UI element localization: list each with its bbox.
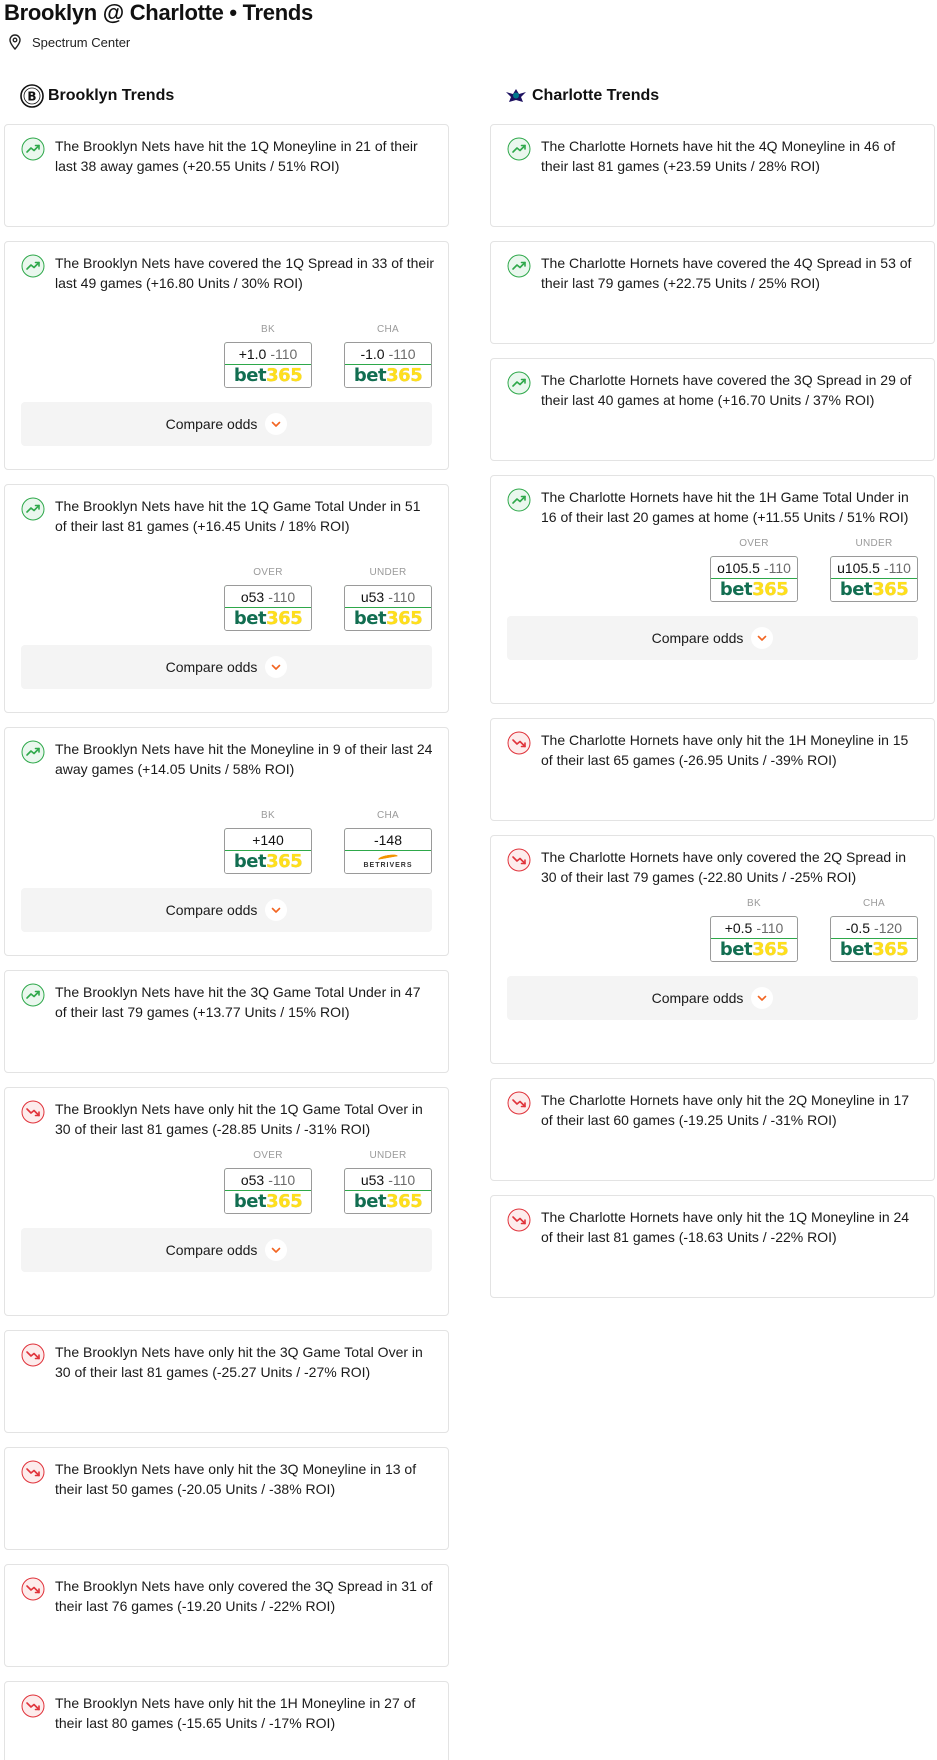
sportsbook-logo bbox=[345, 365, 431, 387]
bet365-logo-part: 365 bbox=[752, 579, 789, 600]
bet365-logo bbox=[234, 609, 302, 629]
odds-button[interactable] bbox=[710, 556, 798, 602]
bet365-logo-part: bet bbox=[353, 608, 387, 629]
trend-text: The Brooklyn Nets have only hit the 1H Moneyline in 27 of their last 80 games (-15.65 Units / -17% ROI) bbox=[55, 1695, 416, 1731]
trend-row bbox=[5, 1331, 448, 1382]
trend-row bbox=[491, 242, 934, 293]
trend-text: The Charlotte Hornets have only hit the 1Q Moneyline in 24 of their last 81 games (-18.63 Units / -22% ROI) bbox=[541, 1209, 910, 1245]
trend-card bbox=[490, 475, 935, 704]
sportsbook-logo bbox=[831, 579, 917, 601]
compare-odds-label: Compare odds bbox=[165, 902, 258, 918]
bet365-logo bbox=[354, 609, 422, 629]
odds-area bbox=[5, 810, 448, 874]
bet365-logo-part: bet bbox=[353, 365, 387, 386]
bet365-logo-part: 365 bbox=[872, 579, 909, 600]
odds-label: UNDER bbox=[855, 538, 893, 549]
trend-up-icon bbox=[21, 137, 45, 161]
odds-line bbox=[224, 828, 312, 851]
bet365-logo-part: bet bbox=[839, 939, 873, 960]
trend-text: The Charlotte Hornets have hit the 4Q Moneyline in 46 of their last 81 games (+23.59 Units / 28% ROI) bbox=[541, 138, 896, 174]
odds-label: BK bbox=[261, 810, 275, 821]
odds-line bbox=[344, 828, 432, 851]
odds-price: -110 bbox=[270, 345, 298, 362]
odds-line-value: -0.5 bbox=[845, 919, 871, 936]
betrivers-logo bbox=[363, 855, 412, 869]
trend-up-icon bbox=[21, 983, 45, 1007]
bet365-logo bbox=[840, 940, 908, 960]
bet365-logo-part: bet bbox=[353, 1191, 387, 1212]
bet365-logo-part: 365 bbox=[266, 608, 303, 629]
odds-line bbox=[344, 585, 432, 608]
trend-row bbox=[491, 719, 934, 770]
trend-text: The Charlotte Hornets have only hit the 1H Moneyline in 15 of their last 65 games (-26.95 Units / -39% ROI) bbox=[541, 732, 909, 768]
compare-odds-button[interactable] bbox=[21, 1228, 432, 1272]
compare-odds-button[interactable] bbox=[507, 976, 918, 1020]
trend-card bbox=[4, 970, 449, 1073]
sportsbook-logo bbox=[345, 608, 431, 630]
venue bbox=[8, 34, 130, 50]
venue-name: Spectrum Center bbox=[32, 34, 131, 50]
bet365-logo-part: bet bbox=[233, 851, 267, 872]
trend-up-icon bbox=[507, 254, 531, 278]
odds-line bbox=[224, 1168, 312, 1191]
trend-row bbox=[491, 836, 934, 887]
trend-card bbox=[4, 1087, 449, 1316]
trend-up-icon bbox=[21, 254, 45, 278]
bet365-logo bbox=[234, 366, 302, 386]
trend-card bbox=[4, 1681, 449, 1760]
compare-odds-label: Compare odds bbox=[165, 659, 258, 675]
odds-column bbox=[344, 324, 432, 388]
odds-column bbox=[224, 1150, 312, 1214]
trend-row bbox=[5, 1682, 448, 1733]
odds-area bbox=[491, 538, 934, 602]
bet365-logo bbox=[720, 940, 788, 960]
odds-line bbox=[710, 556, 798, 579]
trend-down-icon bbox=[507, 848, 531, 872]
odds-column bbox=[830, 538, 918, 602]
compare-odds-label: Compare odds bbox=[165, 1242, 258, 1258]
odds-label: OVER bbox=[253, 567, 283, 578]
trend-card bbox=[490, 1078, 935, 1181]
trend-text: The Charlotte Hornets have only covered the 2Q Spread in 30 of their last 79 games (-22.80 Units / -25% ROI) bbox=[541, 849, 906, 885]
trend-row bbox=[5, 1565, 448, 1616]
page-title: Brooklyn @ Charlotte • Trends bbox=[4, 0, 313, 25]
odds-line-value: u53 bbox=[360, 1171, 385, 1188]
bet365-logo-part: bet bbox=[719, 579, 753, 600]
odds-button[interactable] bbox=[344, 828, 432, 874]
sportsbook-logo bbox=[225, 851, 311, 873]
trend-text: The Brooklyn Nets have hit the Moneyline in 9 of their last 24 away games (+14.05 Units / 58% ROI) bbox=[55, 741, 433, 777]
odds-button[interactable] bbox=[710, 916, 798, 962]
compare-odds-label: Compare odds bbox=[165, 416, 258, 432]
trend-card bbox=[4, 1447, 449, 1550]
chevron-down-icon bbox=[265, 1239, 287, 1261]
odds-button[interactable] bbox=[224, 1168, 312, 1214]
bet365-logo bbox=[840, 580, 908, 600]
odds-line bbox=[224, 342, 312, 365]
bet365-logo bbox=[234, 852, 302, 872]
odds-line-value: u105.5 bbox=[837, 559, 880, 576]
brooklyn-header-label: Brooklyn Trends bbox=[48, 87, 175, 104]
compare-odds-button[interactable] bbox=[507, 616, 918, 660]
trend-text: The Brooklyn Nets have only hit the 1Q Game Total Over in 30 of their last 81 games (-28.85 Units / -31% ROI) bbox=[55, 1101, 423, 1137]
odds-column bbox=[344, 567, 432, 631]
trend-row bbox=[491, 1196, 934, 1247]
odds-price: -110 bbox=[388, 345, 416, 362]
bet365-logo-part: 365 bbox=[872, 939, 909, 960]
hornets-logo-icon bbox=[504, 84, 528, 108]
trend-row bbox=[5, 125, 448, 176]
bet365-logo-part: 365 bbox=[266, 1191, 303, 1212]
bet365-logo-part: bet bbox=[233, 1191, 267, 1212]
bet365-logo-part: bet bbox=[839, 579, 873, 600]
svg-text:B: B bbox=[27, 89, 37, 104]
odds-line-value: u53 bbox=[360, 588, 385, 605]
trend-up-icon bbox=[21, 740, 45, 764]
trend-row bbox=[491, 359, 934, 410]
compare-odds-button[interactable] bbox=[21, 402, 432, 446]
trend-card bbox=[490, 241, 935, 344]
odds-column bbox=[344, 810, 432, 874]
trend-row bbox=[5, 728, 448, 779]
odds-price: -110 bbox=[388, 588, 416, 605]
odds-line-value: +0.5 bbox=[724, 919, 753, 936]
odds-area bbox=[491, 898, 934, 962]
charlotte-header-label: Charlotte Trends bbox=[532, 87, 660, 104]
odds-column bbox=[710, 898, 798, 962]
trend-row bbox=[491, 125, 934, 176]
odds-label: UNDER bbox=[369, 1150, 407, 1161]
odds-button[interactable] bbox=[344, 585, 432, 631]
odds-button[interactable] bbox=[830, 556, 918, 602]
compare-odds-button[interactable] bbox=[21, 888, 432, 932]
bet365-logo-part: bet bbox=[719, 939, 753, 960]
bet365-logo bbox=[720, 580, 788, 600]
odds-line bbox=[224, 585, 312, 608]
trend-down-icon bbox=[21, 1460, 45, 1484]
bet365-logo-part: 365 bbox=[386, 1191, 423, 1212]
sportsbook-logo bbox=[831, 939, 917, 961]
odds-label: BK bbox=[747, 898, 761, 909]
odds-column bbox=[224, 324, 312, 388]
charlotte-trends-header bbox=[504, 84, 659, 108]
chevron-down-icon bbox=[751, 987, 773, 1009]
trend-card bbox=[490, 358, 935, 461]
trend-card bbox=[490, 718, 935, 821]
odds-price: -110 bbox=[763, 559, 791, 576]
trend-up-icon bbox=[507, 371, 531, 395]
brooklyn-trends-header bbox=[20, 84, 174, 108]
trend-text: The Brooklyn Nets have covered the 1Q Spread in 33 of their last 49 games (+16.80 Units / 30% ROI) bbox=[55, 255, 434, 291]
trend-card bbox=[490, 124, 935, 227]
trend-text: The Brooklyn Nets have only hit the 3Q Moneyline in 13 of their last 50 games (-20.05 Units / -38% ROI) bbox=[55, 1461, 417, 1497]
odds-line-value: o53 bbox=[240, 1171, 265, 1188]
location-pin-icon bbox=[8, 34, 22, 50]
odds-price: -110 bbox=[268, 588, 296, 605]
trend-card bbox=[4, 484, 449, 713]
trend-row bbox=[5, 1088, 448, 1139]
trend-down-icon bbox=[21, 1100, 45, 1124]
trend-up-icon bbox=[507, 488, 531, 512]
sportsbook-logo bbox=[225, 1191, 311, 1213]
trend-text: The Charlotte Hornets have only hit the 2Q Moneyline in 17 of their last 60 games (-19.25 Units / -31% ROI) bbox=[541, 1092, 910, 1128]
odds-button[interactable] bbox=[224, 342, 312, 388]
odds-line-value: -1.0 bbox=[360, 345, 385, 362]
trend-card bbox=[4, 1330, 449, 1433]
sportsbook-logo bbox=[225, 365, 311, 387]
sportsbook-logo bbox=[711, 939, 797, 961]
odds-column bbox=[710, 538, 798, 602]
odds-button[interactable] bbox=[224, 585, 312, 631]
bet365-logo-part: 365 bbox=[266, 851, 303, 872]
trend-card bbox=[4, 124, 449, 227]
odds-price: -110 bbox=[883, 559, 911, 576]
sportsbook-logo bbox=[711, 579, 797, 601]
odds-label: OVER bbox=[253, 1150, 283, 1161]
bet365-logo bbox=[354, 366, 422, 386]
odds-line-value: o53 bbox=[240, 588, 265, 605]
odds-label: OVER bbox=[739, 538, 769, 549]
odds-area bbox=[5, 1150, 448, 1214]
bet365-logo bbox=[354, 1192, 422, 1212]
odds-button[interactable] bbox=[830, 916, 918, 962]
odds-line bbox=[344, 342, 432, 365]
odds-line-value: +140 bbox=[252, 831, 284, 848]
odds-price: -120 bbox=[874, 919, 903, 936]
odds-line-value: o105.5 bbox=[717, 559, 760, 576]
trend-text: The Charlotte Hornets have covered the 4Q Spread in 53 of their last 79 games (+22.75 Units / 25% ROI) bbox=[541, 255, 912, 291]
odds-area bbox=[5, 567, 448, 631]
nets-logo-icon bbox=[20, 84, 44, 108]
betrivers-logo-text: BETRIVERS bbox=[363, 862, 413, 869]
bet365-logo-part: 365 bbox=[266, 365, 303, 386]
trend-text: The Charlotte Hornets have covered the 3Q Spread in 29 of their last 40 games at home (+16.70 Units / 37% ROI) bbox=[541, 372, 912, 408]
odds-label: CHA bbox=[376, 324, 399, 335]
odds-button[interactable] bbox=[224, 828, 312, 874]
trend-card bbox=[490, 1195, 935, 1298]
bet365-logo-part: 365 bbox=[752, 939, 789, 960]
trend-text: The Brooklyn Nets have only covered the 3Q Spread in 31 of their last 76 games (-19.20 Units / -22% ROI) bbox=[55, 1578, 433, 1614]
odds-label: BK bbox=[261, 324, 275, 335]
odds-button[interactable] bbox=[344, 1168, 432, 1214]
trend-down-icon bbox=[507, 1208, 531, 1232]
odds-button[interactable] bbox=[344, 342, 432, 388]
bet365-logo-part: bet bbox=[233, 608, 267, 629]
compare-odds-label: Compare odds bbox=[651, 630, 744, 646]
odds-label: CHA bbox=[862, 898, 885, 909]
trend-row bbox=[5, 485, 448, 536]
trend-down-icon bbox=[507, 731, 531, 755]
odds-line bbox=[710, 916, 798, 939]
trend-card bbox=[490, 835, 935, 1064]
trend-text: The Brooklyn Nets have hit the 1Q Game Total Under in 51 of their last 81 games (+16.45 Units / 18% ROI) bbox=[55, 498, 421, 534]
trend-up-icon bbox=[507, 137, 531, 161]
odds-line bbox=[344, 1168, 432, 1191]
trend-row bbox=[5, 1448, 448, 1499]
bet365-logo-part: 365 bbox=[386, 365, 423, 386]
bet365-logo-part: bet bbox=[233, 365, 267, 386]
odds-label: UNDER bbox=[369, 567, 407, 578]
trend-down-icon bbox=[21, 1343, 45, 1367]
trend-row bbox=[491, 1079, 934, 1130]
bet365-logo-part: 365 bbox=[386, 608, 423, 629]
sportsbook-logo bbox=[225, 608, 311, 630]
trend-row bbox=[5, 971, 448, 1022]
odds-price: -110 bbox=[268, 1171, 296, 1188]
chevron-down-icon bbox=[265, 656, 287, 678]
odds-column bbox=[224, 567, 312, 631]
chevron-down-icon bbox=[751, 627, 773, 649]
chevron-down-icon bbox=[265, 899, 287, 921]
trend-card bbox=[4, 241, 449, 470]
sportsbook-logo bbox=[345, 851, 431, 873]
trend-text: The Brooklyn Nets have hit the 3Q Game Total Under in 47 of their last 79 games (+13.77 Units / 15% ROI) bbox=[55, 984, 421, 1020]
bet365-logo bbox=[234, 1192, 302, 1212]
compare-odds-label: Compare odds bbox=[651, 990, 744, 1006]
trend-down-icon bbox=[21, 1694, 45, 1718]
trend-down-icon bbox=[21, 1577, 45, 1601]
odds-area bbox=[5, 324, 448, 388]
odds-label: CHA bbox=[376, 810, 399, 821]
trend-row bbox=[491, 476, 934, 527]
trend-text: The Charlotte Hornets have hit the 1H Game Total Under in 16 of their last 20 games at home (+11.55 Units / 51% ROI) bbox=[541, 489, 909, 525]
trend-card bbox=[4, 727, 449, 956]
odds-line bbox=[830, 556, 918, 579]
trend-text: The Brooklyn Nets have hit the 1Q Moneyline in 21 of their last 38 away games (+20.55 Units / 51% ROI) bbox=[55, 138, 418, 174]
odds-line-value: +1.0 bbox=[238, 345, 267, 362]
odds-price: -110 bbox=[388, 1171, 416, 1188]
odds-line bbox=[830, 916, 918, 939]
trend-card bbox=[4, 1564, 449, 1667]
odds-column bbox=[224, 810, 312, 874]
odds-column bbox=[830, 898, 918, 962]
sportsbook-logo bbox=[345, 1191, 431, 1213]
trend-down-icon bbox=[507, 1091, 531, 1115]
odds-price: -110 bbox=[756, 919, 784, 936]
chevron-down-icon bbox=[265, 413, 287, 435]
trend-up-icon bbox=[21, 497, 45, 521]
odds-column bbox=[344, 1150, 432, 1214]
compare-odds-button[interactable] bbox=[21, 645, 432, 689]
odds-line-value: -148 bbox=[373, 831, 403, 848]
trend-text: The Brooklyn Nets have only hit the 3Q Game Total Over in 30 of their last 81 games (-25.27 Units / -27% ROI) bbox=[55, 1344, 423, 1380]
trend-row bbox=[5, 242, 448, 293]
